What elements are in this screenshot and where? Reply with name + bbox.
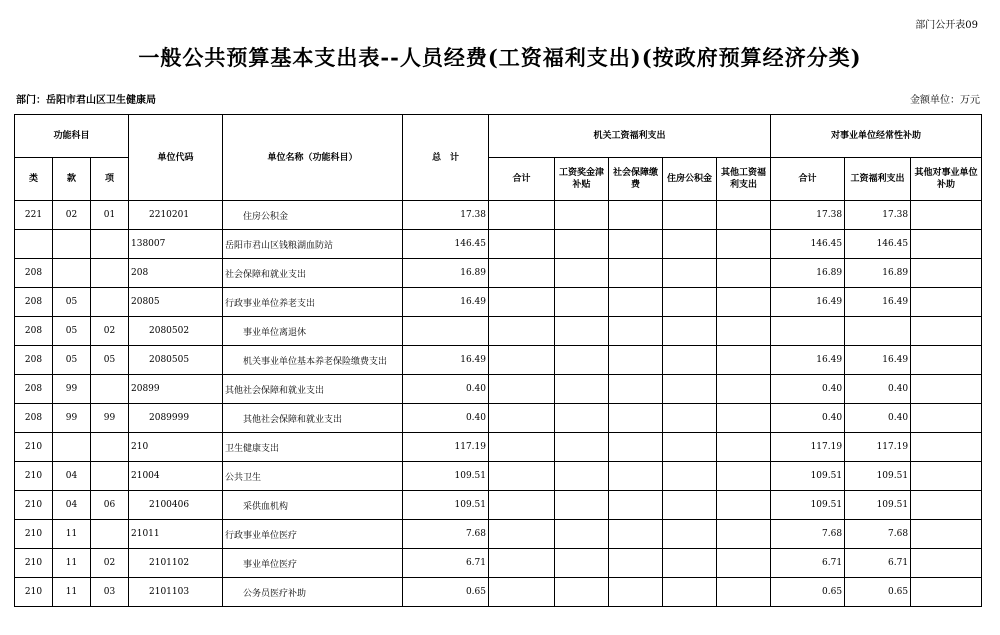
cell-subsidy-salary: 109.51 <box>845 462 911 491</box>
cell-xiang <box>91 259 129 288</box>
header-xiang: 项 <box>91 158 129 201</box>
cell-unit-code: 21011 <box>129 520 223 549</box>
cell-xiang: 03 <box>91 578 129 607</box>
cell-kuan: 99 <box>53 375 91 404</box>
cell-agency-social <box>609 520 663 549</box>
cell-total: 109.51 <box>403 491 489 520</box>
table-row <box>15 375 982 404</box>
cell-total: 17.38 <box>403 201 489 230</box>
cell-unit-name: 行政事业单位医疗 <box>223 520 403 549</box>
table-row <box>15 259 982 288</box>
cell-lei: 210 <box>15 433 53 462</box>
cell-unit-name: 机关事业单位基本养老保险缴费支出 <box>223 346 403 375</box>
cell-agency-other <box>717 288 771 317</box>
cell-total: 16.49 <box>403 288 489 317</box>
department-label: 部门：岳阳市君山区卫生健康局 <box>16 95 156 106</box>
cell-kuan: 05 <box>53 317 91 346</box>
cell-kuan: 04 <box>53 462 91 491</box>
cell-lei: 208 <box>15 288 53 317</box>
cell-agency-other <box>717 578 771 607</box>
header-agency-social: 社会保障缴费 <box>609 158 663 201</box>
cell-xiang <box>91 462 129 491</box>
cell-kuan: 04 <box>53 491 91 520</box>
cell-subsidy-salary: 6.71 <box>845 549 911 578</box>
cell-unit-code: 2089999 <box>129 404 223 433</box>
cell-unit-name: 事业单位医疗 <box>223 549 403 578</box>
cell-agency-other <box>717 433 771 462</box>
cell-agency-salary <box>555 520 609 549</box>
cell-xiang: 99 <box>91 404 129 433</box>
cell-subsidy-sum: 109.51 <box>771 462 845 491</box>
cell-subsidy-salary: 0.65 <box>845 578 911 607</box>
cell-unit-name: 行政事业单位养老支出 <box>223 288 403 317</box>
cell-subsidy-other <box>911 346 982 375</box>
cell-unit-name: 公务员医疗补助 <box>223 578 403 607</box>
cell-kuan: 05 <box>53 288 91 317</box>
cell-agency-sum <box>489 462 555 491</box>
cell-xiang <box>91 375 129 404</box>
cell-agency-housing <box>663 375 717 404</box>
cell-subsidy-sum: 146.45 <box>771 230 845 259</box>
table-body <box>15 201 982 607</box>
cell-agency-sum <box>489 404 555 433</box>
cell-agency-social <box>609 491 663 520</box>
cell-unit-name: 公共卫生 <box>223 462 403 491</box>
table-row <box>15 433 982 462</box>
table-row <box>15 288 982 317</box>
cell-agency-housing <box>663 491 717 520</box>
cell-agency-other <box>717 317 771 346</box>
cell-subsidy-sum <box>771 317 845 346</box>
cell-agency-salary <box>555 288 609 317</box>
cell-agency-housing <box>663 462 717 491</box>
header-agency-salary: 工资奖金津补贴 <box>555 158 609 201</box>
cell-xiang: 06 <box>91 491 129 520</box>
header-total: 总 计 <box>403 115 489 201</box>
cell-xiang <box>91 230 129 259</box>
cell-agency-social <box>609 201 663 230</box>
cell-agency-housing <box>663 404 717 433</box>
cell-xiang: 01 <box>91 201 129 230</box>
cell-agency-social <box>609 578 663 607</box>
cell-agency-social <box>609 375 663 404</box>
cell-agency-other <box>717 520 771 549</box>
cell-total: 0.65 <box>403 578 489 607</box>
cell-total: 6.71 <box>403 549 489 578</box>
table-row <box>15 520 982 549</box>
cell-agency-sum <box>489 375 555 404</box>
cell-xiang <box>91 433 129 462</box>
cell-subsidy-salary: 146.45 <box>845 230 911 259</box>
header-subsidy-sum: 合计 <box>771 158 845 201</box>
cell-unit-code: 210 <box>129 433 223 462</box>
cell-lei: 208 <box>15 375 53 404</box>
cell-total: 7.68 <box>403 520 489 549</box>
cell-agency-housing <box>663 549 717 578</box>
cell-total: 146.45 <box>403 230 489 259</box>
cell-agency-salary <box>555 375 609 404</box>
cell-agency-housing <box>663 317 717 346</box>
cell-subsidy-other <box>911 462 982 491</box>
cell-unit-code: 2101102 <box>129 549 223 578</box>
cell-agency-salary <box>555 491 609 520</box>
cell-agency-other <box>717 549 771 578</box>
cell-xiang <box>91 520 129 549</box>
cell-lei: 208 <box>15 317 53 346</box>
cell-subsidy-sum: 109.51 <box>771 491 845 520</box>
cell-unit-code: 21004 <box>129 462 223 491</box>
cell-unit-name: 采供血机构 <box>223 491 403 520</box>
cell-subsidy-sum: 0.40 <box>771 404 845 433</box>
cell-agency-salary <box>555 433 609 462</box>
cell-agency-other <box>717 462 771 491</box>
cell-xiang: 02 <box>91 549 129 578</box>
cell-agency-other <box>717 346 771 375</box>
cell-kuan: 05 <box>53 346 91 375</box>
cell-xiang: 05 <box>91 346 129 375</box>
cell-agency-other <box>717 404 771 433</box>
cell-subsidy-salary: 0.40 <box>845 375 911 404</box>
cell-agency-housing <box>663 433 717 462</box>
cell-agency-sum <box>489 346 555 375</box>
cell-agency-social <box>609 462 663 491</box>
cell-unit-code: 2080502 <box>129 317 223 346</box>
cell-subsidy-other <box>911 404 982 433</box>
cell-agency-salary <box>555 201 609 230</box>
table-row <box>15 404 982 433</box>
cell-subsidy-sum: 16.49 <box>771 346 845 375</box>
cell-subsidy-other <box>911 259 982 288</box>
cell-subsidy-other <box>911 491 982 520</box>
cell-agency-social <box>609 549 663 578</box>
cell-total <box>403 317 489 346</box>
cell-subsidy-other <box>911 230 982 259</box>
cell-xiang: 02 <box>91 317 129 346</box>
cell-lei: 221 <box>15 201 53 230</box>
header-agency-housing: 住房公积金 <box>663 158 717 201</box>
header-subsidy-other: 其他对事业单位补助 <box>911 158 982 201</box>
cell-agency-other <box>717 201 771 230</box>
cell-agency-salary <box>555 259 609 288</box>
cell-agency-other <box>717 230 771 259</box>
cell-subsidy-other <box>911 288 982 317</box>
cell-unit-code: 20899 <box>129 375 223 404</box>
cell-agency-other <box>717 259 771 288</box>
cell-agency-housing <box>663 578 717 607</box>
cell-unit-code: 2210201 <box>129 201 223 230</box>
cell-unit-code: 208 <box>129 259 223 288</box>
cell-agency-housing <box>663 230 717 259</box>
cell-kuan <box>53 230 91 259</box>
cell-agency-social <box>609 230 663 259</box>
header-subsidy-group: 对事业单位经常性补助 <box>771 115 982 158</box>
cell-lei: 210 <box>15 549 53 578</box>
header-unit-code: 单位代码 <box>129 115 223 201</box>
table-row <box>15 201 982 230</box>
cell-lei: 210 <box>15 578 53 607</box>
cell-subsidy-other <box>911 201 982 230</box>
cell-subsidy-salary: 16.49 <box>845 346 911 375</box>
cell-subsidy-sum: 0.65 <box>771 578 845 607</box>
cell-kuan: 11 <box>53 520 91 549</box>
cell-subsidy-sum: 17.38 <box>771 201 845 230</box>
cell-subsidy-salary: 16.49 <box>845 288 911 317</box>
cell-agency-salary <box>555 549 609 578</box>
cell-subsidy-sum: 6.71 <box>771 549 845 578</box>
table-row <box>15 491 982 520</box>
cell-unit-name: 其他社会保障和就业支出 <box>223 404 403 433</box>
cell-lei: 208 <box>15 259 53 288</box>
cell-subsidy-salary: 7.68 <box>845 520 911 549</box>
cell-lei: 210 <box>15 462 53 491</box>
cell-kuan: 11 <box>53 549 91 578</box>
cell-agency-sum <box>489 578 555 607</box>
cell-agency-social <box>609 433 663 462</box>
cell-kuan: 99 <box>53 404 91 433</box>
cell-total: 0.40 <box>403 375 489 404</box>
cell-agency-sum <box>489 433 555 462</box>
cell-agency-social <box>609 317 663 346</box>
header-agency-other: 其他工资福利支出 <box>717 158 771 201</box>
cell-subsidy-other <box>911 520 982 549</box>
cell-agency-other <box>717 375 771 404</box>
cell-unit-code: 20805 <box>129 288 223 317</box>
header-kuan: 款 <box>53 158 91 201</box>
cell-agency-social <box>609 346 663 375</box>
cell-subsidy-other <box>911 317 982 346</box>
cell-agency-social <box>609 288 663 317</box>
cell-agency-housing <box>663 201 717 230</box>
cell-total: 109.51 <box>403 462 489 491</box>
cell-unit-code: 138007 <box>129 230 223 259</box>
cell-unit-name: 事业单位离退休 <box>223 317 403 346</box>
cell-unit-name: 其他社会保障和就业支出 <box>223 375 403 404</box>
cell-unit-name: 社会保障和就业支出 <box>223 259 403 288</box>
cell-agency-sum <box>489 288 555 317</box>
cell-lei: 208 <box>15 346 53 375</box>
cell-subsidy-salary: 117.19 <box>845 433 911 462</box>
cell-agency-salary <box>555 578 609 607</box>
cell-subsidy-sum: 16.49 <box>771 288 845 317</box>
cell-total: 0.40 <box>403 404 489 433</box>
cell-agency-social <box>609 259 663 288</box>
table-row <box>15 230 982 259</box>
cell-agency-sum <box>489 549 555 578</box>
cell-agency-salary <box>555 230 609 259</box>
cell-agency-sum <box>489 317 555 346</box>
cell-agency-salary <box>555 317 609 346</box>
cell-subsidy-sum: 117.19 <box>771 433 845 462</box>
cell-agency-housing <box>663 288 717 317</box>
cell-subsidy-sum: 0.40 <box>771 375 845 404</box>
table-row <box>15 346 982 375</box>
cell-agency-sum <box>489 259 555 288</box>
cell-subsidy-sum: 7.68 <box>771 520 845 549</box>
header-agency-sum: 合计 <box>489 158 555 201</box>
header-func-subject: 功能科目 <box>15 115 129 158</box>
amount-unit-label: 金额单位：万元 <box>910 95 980 106</box>
cell-kuan: 02 <box>53 201 91 230</box>
cell-unit-code: 2080505 <box>129 346 223 375</box>
cell-xiang <box>91 288 129 317</box>
cell-unit-name: 住房公积金 <box>223 201 403 230</box>
cell-lei: 210 <box>15 491 53 520</box>
header-unit-name: 单位名称（功能科目） <box>223 115 403 201</box>
document-code: 部门公开表09 <box>915 20 978 31</box>
cell-total: 16.89 <box>403 259 489 288</box>
budget-table <box>14 114 982 607</box>
cell-subsidy-sum: 16.89 <box>771 259 845 288</box>
cell-agency-sum <box>489 520 555 549</box>
cell-subsidy-salary: 0.40 <box>845 404 911 433</box>
cell-lei: 210 <box>15 520 53 549</box>
cell-agency-social <box>609 404 663 433</box>
cell-agency-housing <box>663 346 717 375</box>
cell-kuan <box>53 433 91 462</box>
header-subsidy-salary: 工资福利支出 <box>845 158 911 201</box>
header-agency-group: 机关工资福利支出 <box>489 115 771 158</box>
cell-total: 16.49 <box>403 346 489 375</box>
cell-unit-name: 卫生健康支出 <box>223 433 403 462</box>
cell-agency-housing <box>663 520 717 549</box>
cell-agency-salary <box>555 346 609 375</box>
cell-subsidy-salary <box>845 317 911 346</box>
table-row <box>15 578 982 607</box>
page-title: 一般公共预算基本支出表--人员经费(工资福利支出)(按政府预算经济分类) <box>138 45 862 70</box>
cell-subsidy-other <box>911 375 982 404</box>
cell-subsidy-salary: 109.51 <box>845 491 911 520</box>
cell-kuan: 11 <box>53 578 91 607</box>
cell-agency-housing <box>663 259 717 288</box>
cell-unit-name: 岳阳市君山区钱粮湖血防站 <box>223 230 403 259</box>
cell-subsidy-other <box>911 578 982 607</box>
cell-total: 117.19 <box>403 433 489 462</box>
table-row <box>15 317 982 346</box>
cell-lei <box>15 230 53 259</box>
cell-subsidy-other <box>911 549 982 578</box>
header-lei: 类 <box>15 158 53 201</box>
table-row <box>15 462 982 491</box>
cell-kuan <box>53 259 91 288</box>
cell-agency-sum <box>489 491 555 520</box>
cell-agency-sum <box>489 201 555 230</box>
cell-unit-code: 2101103 <box>129 578 223 607</box>
cell-subsidy-salary: 17.38 <box>845 201 911 230</box>
cell-subsidy-other <box>911 433 982 462</box>
table-row <box>15 549 982 578</box>
cell-agency-salary <box>555 462 609 491</box>
cell-unit-code: 2100406 <box>129 491 223 520</box>
cell-subsidy-salary: 16.89 <box>845 259 911 288</box>
cell-lei: 208 <box>15 404 53 433</box>
cell-agency-salary <box>555 404 609 433</box>
cell-agency-sum <box>489 230 555 259</box>
cell-agency-other <box>717 491 771 520</box>
